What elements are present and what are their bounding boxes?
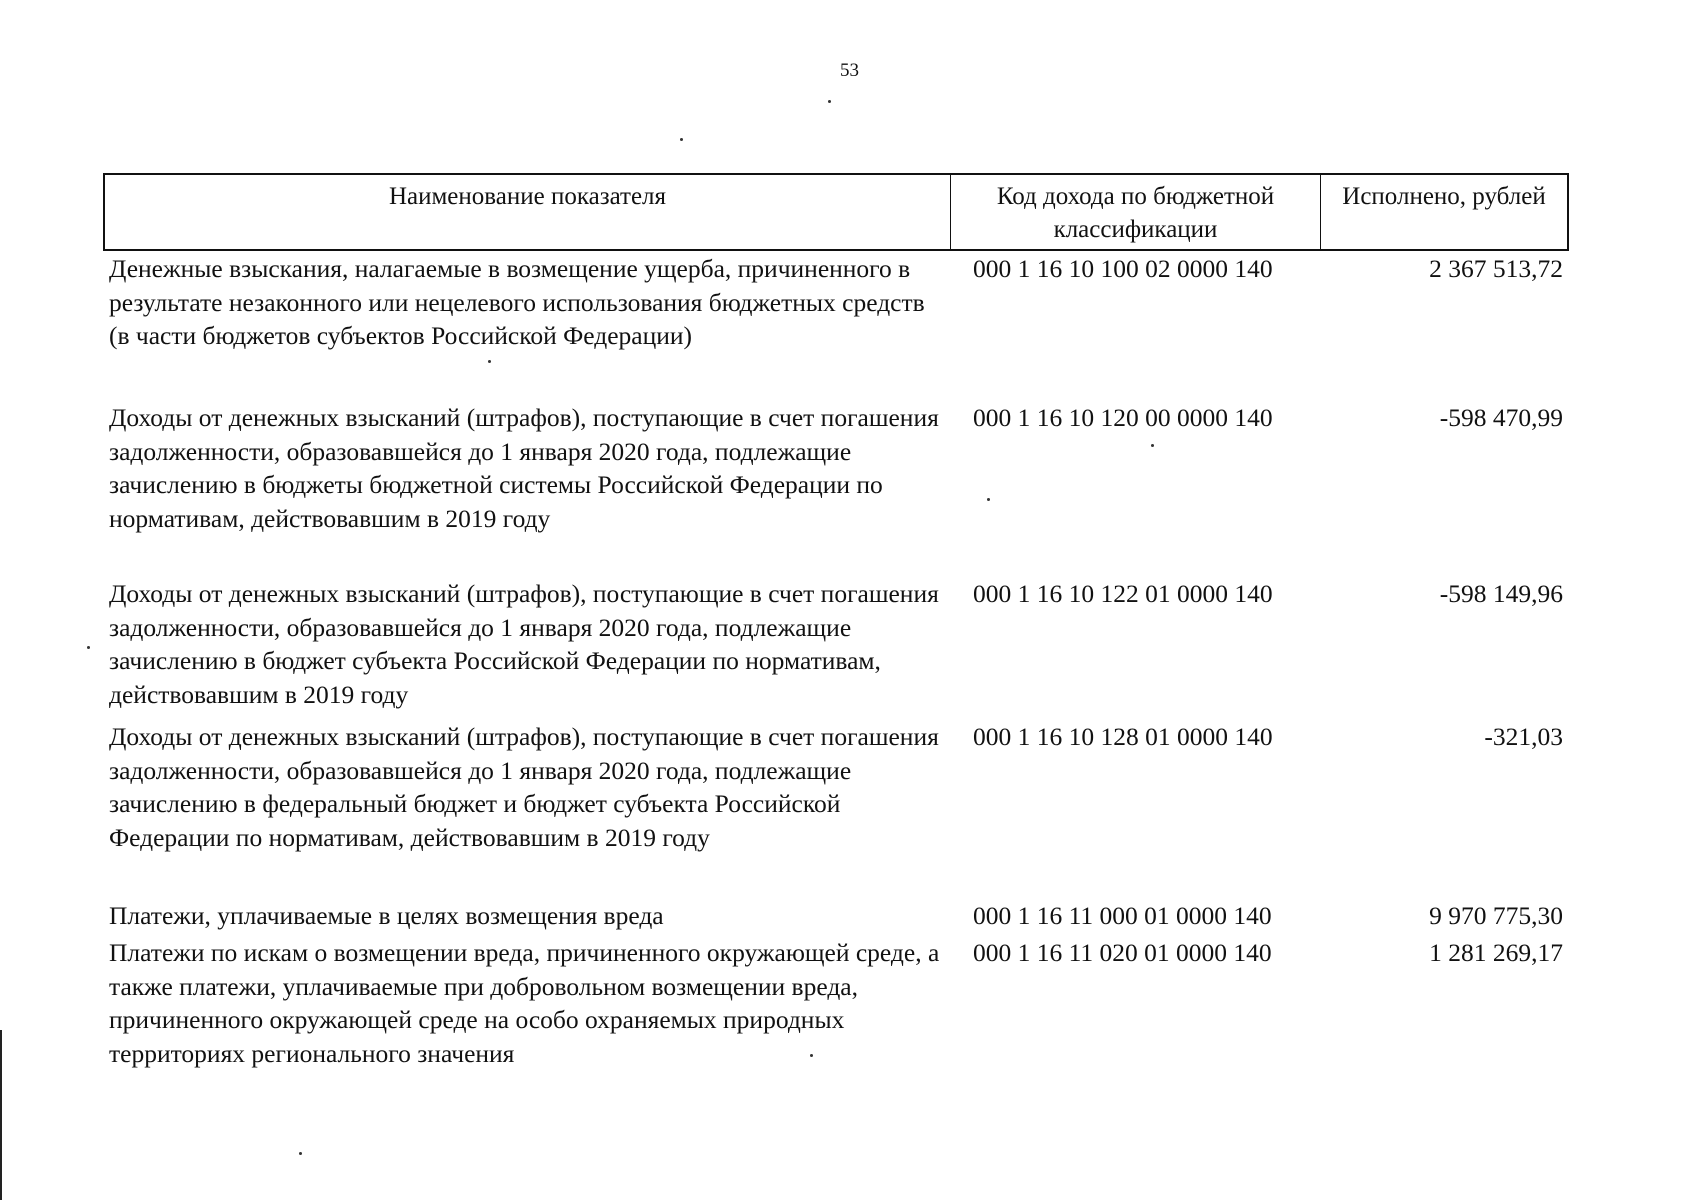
table-header [103, 173, 1569, 251]
row-indicator-name: Доходы от денежных взысканий (штрафов), поступающие в счет погашения задолженности, образовавшейся до 1 января 2020 года, подлежащие зачислению в бюджет субъекта Российской Федерации по нормативам, действовавшим в 2019 году [109, 579, 939, 709]
row-income-code: 000 1 16 10 122 01 0000 140 [973, 579, 1273, 608]
row-indicator-name: Доходы от денежных взысканий (штрафов), поступающие в счет погашения задолженности, образовавшейся до 1 января 2020 года, подлежащие зачислению в федеральный бюджет и бюджет субъекта Российской Федерации по нормативам, действовавшим в 2019 году [109, 722, 939, 852]
row-income-code: 000 1 16 11 000 01 0000 140 [973, 901, 1272, 930]
page-number: 53 [840, 60, 859, 81]
row-executed-amount: -598 149,96 [1439, 579, 1563, 608]
row-executed-amount: 2 367 513,72 [1429, 254, 1563, 283]
row-income-code: 000 1 16 10 120 00 0000 140 [973, 403, 1273, 432]
scan-speck [1151, 444, 1154, 447]
scan-speck [299, 1152, 302, 1155]
row-indicator-name: Денежные взыскания, налагаемые в возмещение ущерба, причиненного в результате незаконного или нецелевого использования бюджетных средств (в части бюджетов субъектов Российской Федерации) [109, 254, 925, 350]
row-income-code: 000 1 16 10 128 01 0000 140 [973, 722, 1273, 751]
header-executed-amount: Исполнено, рублей [1342, 183, 1546, 210]
row-indicator-name: Доходы от денежных взысканий (штрафов), поступающие в счет погашения задолженности, образовавшейся до 1 января 2020 года, подлежащие зачислению в бюджеты бюджетной системы Российской Федерации по нормативам, действовавшим в 2019 году [109, 403, 939, 533]
header-indicator-name: Наименование показателя [105, 175, 951, 249]
row-executed-amount: 9 970 775,30 [1429, 901, 1563, 930]
scan-speck [488, 360, 491, 363]
row-indicator-name: Платежи по искам о возмещении вреда, причиненного окружающей среде, а также платежи, уплачиваемые при добровольном возмещении вреда, причиненного окружающей среде на особо охраняемых природных территориях регионального значения [109, 938, 940, 1068]
scan-speck [828, 100, 831, 103]
scan-speck [810, 1054, 813, 1057]
scan-speck [87, 646, 90, 649]
row-executed-amount: -321,03 [1484, 722, 1563, 751]
row-executed-amount: -598 470,99 [1439, 403, 1563, 432]
row-indicator-name: Платежи, уплачиваемые в целях возмещения вреда [109, 901, 664, 930]
row-executed-amount: 1 281 269,17 [1429, 938, 1563, 967]
scan-speck [987, 498, 990, 501]
header-income-code: Код дохода по бюджетной классификации [951, 175, 1321, 249]
scan-edge-mark [0, 1030, 2, 1200]
row-income-code: 000 1 16 10 100 02 0000 140 [973, 254, 1273, 283]
row-income-code: 000 1 16 11 020 01 0000 140 [973, 938, 1272, 967]
scan-speck [680, 138, 683, 141]
